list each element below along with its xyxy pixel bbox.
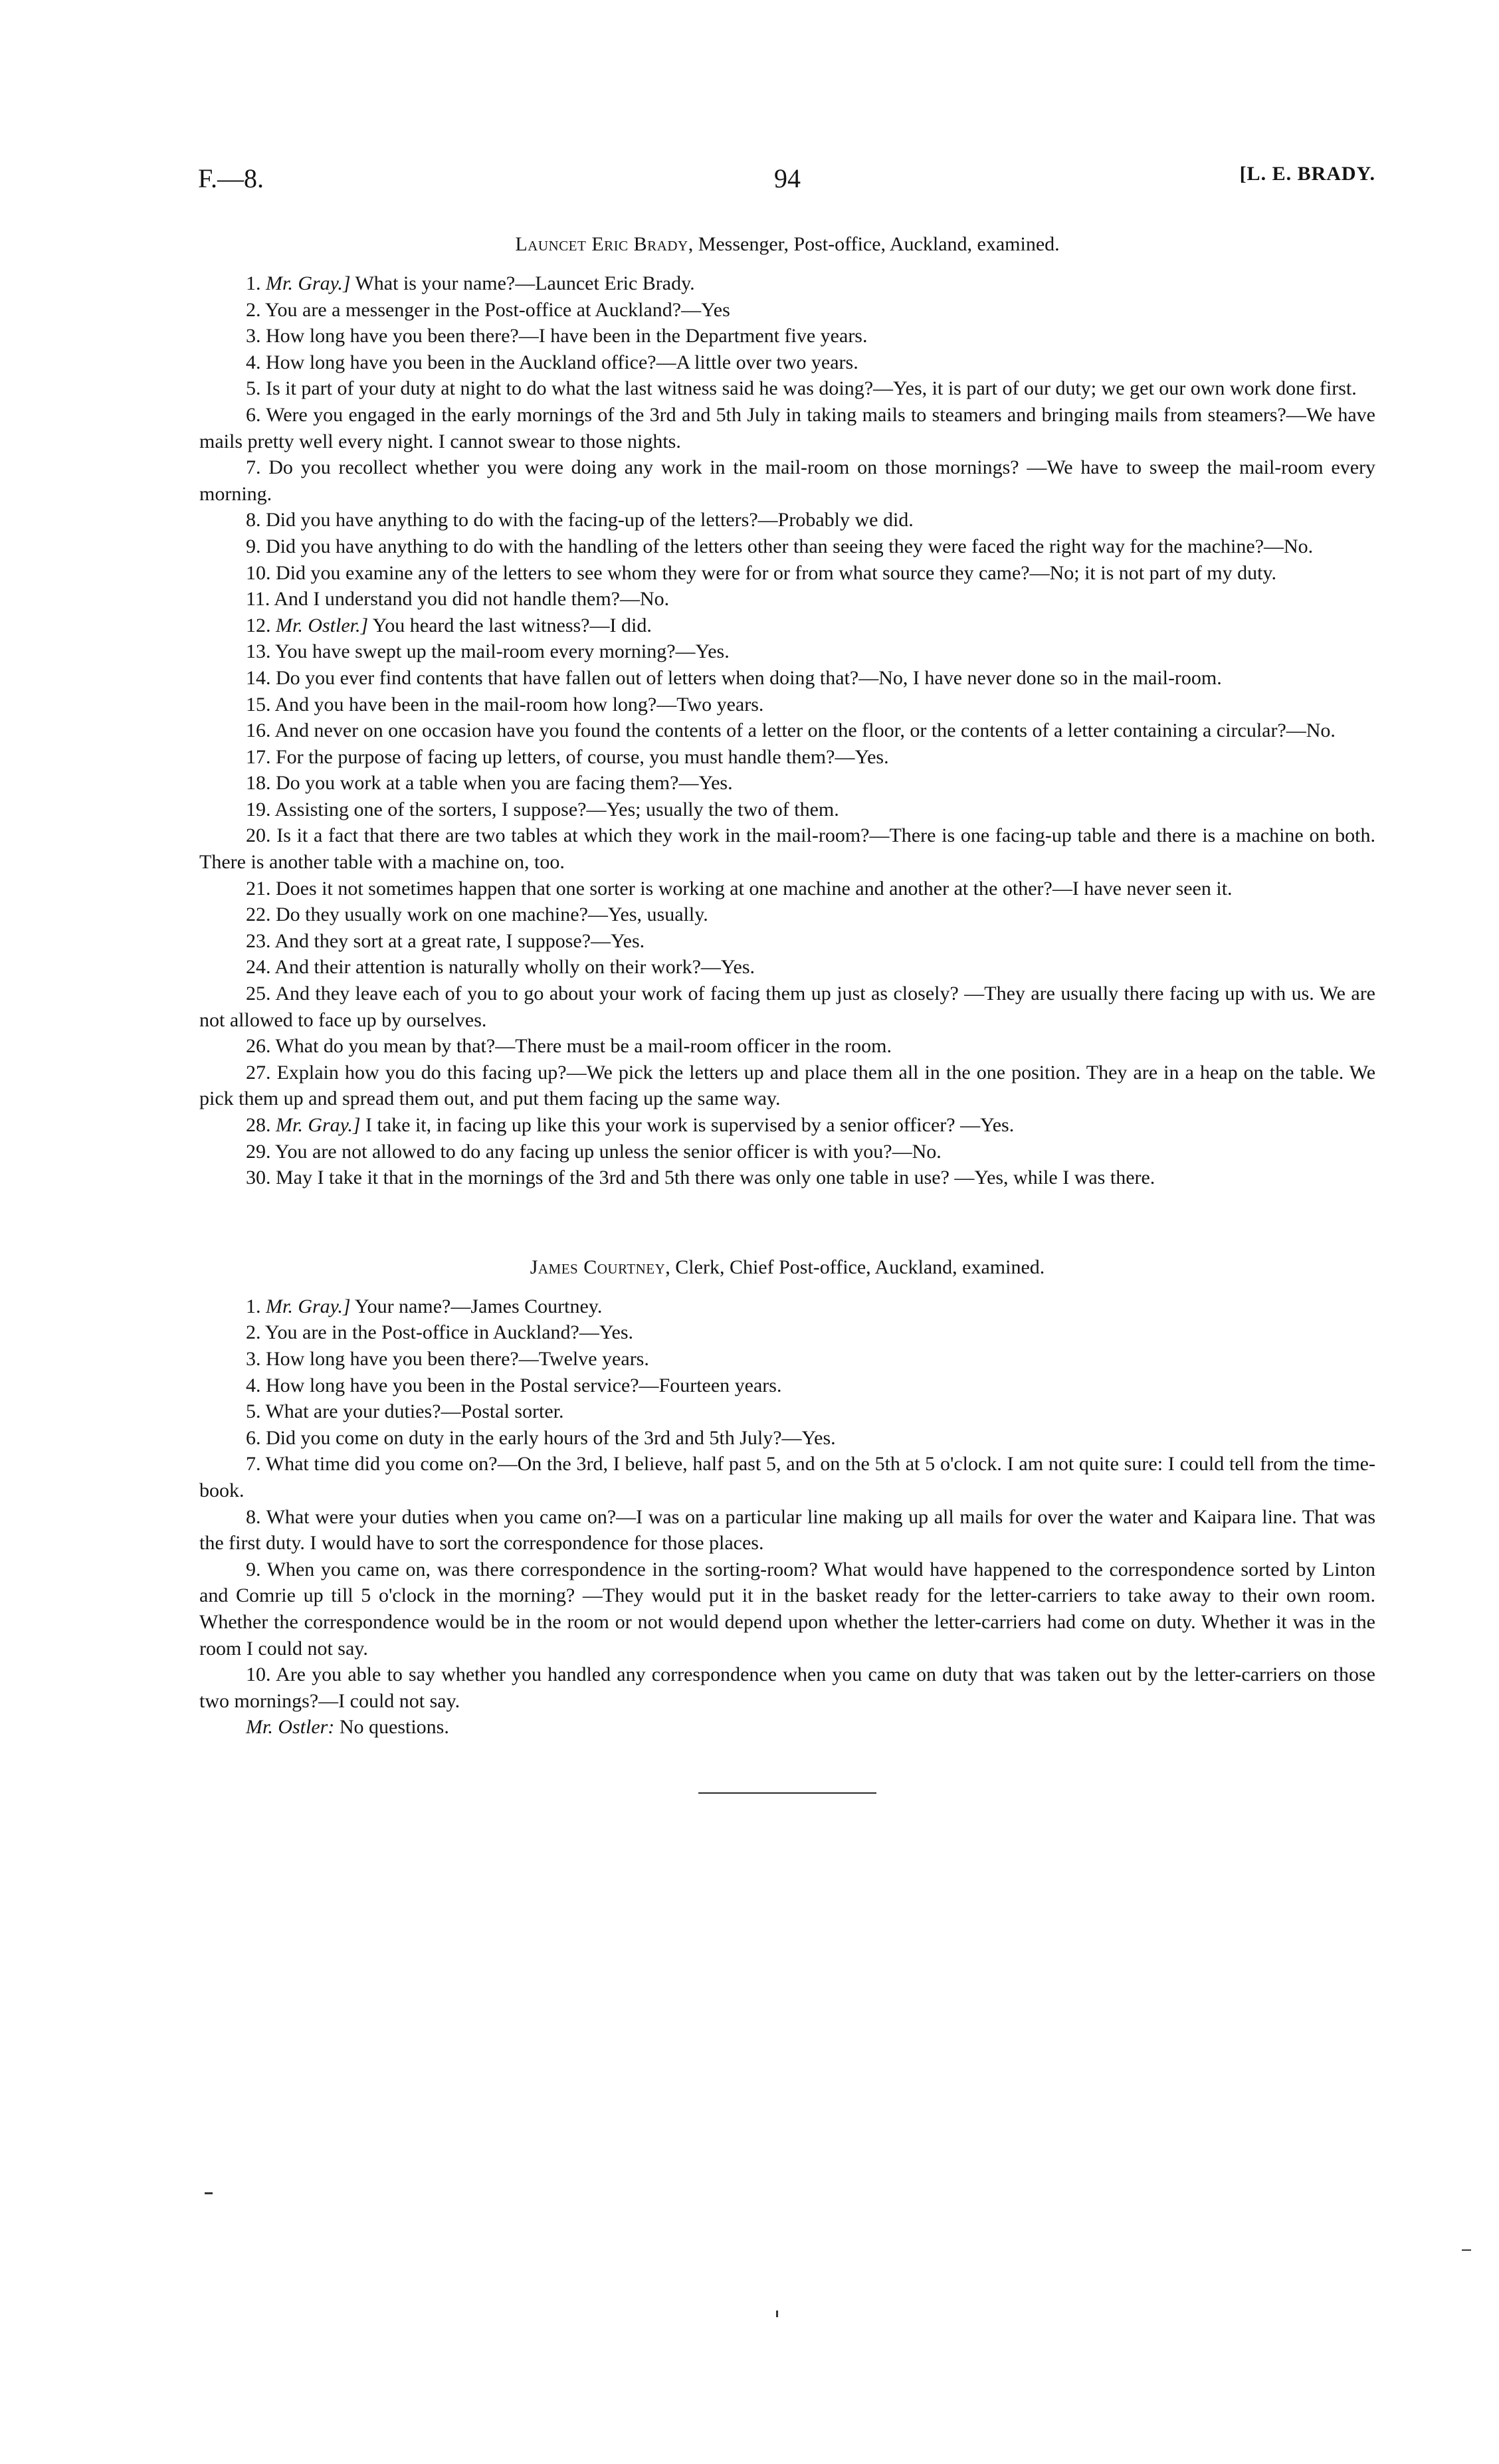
question-list [199,1293,1375,1715]
question-text: You are in the Post-office in Auckland?—Yes. [264,1321,634,1344]
question-text: Does it not sometimes happen that one sorter is working at one machine and another at the other?—I have never seen it. [276,877,1233,900]
question-number: 12. [246,614,271,636]
question-number: 2. [246,1321,261,1344]
question-answer [199,876,1375,902]
question-answer [199,770,1375,797]
question-number: 19. [246,798,271,820]
question-number: 7. [246,1453,261,1475]
question-answer [199,1557,1375,1661]
question-answer [199,1346,1375,1373]
question-number: 8. [246,1505,261,1528]
question-answer [199,1504,1375,1557]
question-answer [199,375,1375,402]
witness-name: Launcet Eric Brady [515,233,688,255]
question-text: Did you examine any of the letters to see whom they were for or from what source they came?—No; it is not part of my duty. [276,561,1276,584]
question-number: 9. [246,535,261,557]
question-text: How long have you been there?—Twelve years. [266,1347,649,1370]
question-text: May I take it that in the mornings of the 3rd and 5th there was only one table in use? —Yes, while I was there. [276,1167,1155,1189]
question-answer [199,507,1375,533]
page-header [199,163,1375,203]
question-answer [199,797,1375,823]
question-number: 1. [246,1295,261,1317]
question-text: How long have you been in the Auckland office?—A little over two years. [266,351,858,373]
question-answer [199,1451,1375,1503]
question-answer [199,533,1375,560]
speaker: Mr. Gray.] [276,1114,361,1136]
question-text: And they sort at a great rate, I suppose?—Yes. [274,929,645,952]
question-text: What is your name?—Launcet Eric Brady. [350,272,695,294]
question-answer [199,638,1375,665]
question-text: And I understand you did not handle them?—No. [274,588,670,611]
question-number: 26. [246,1035,271,1058]
question-answer [199,613,1375,639]
question-text: And never on one occasion have you found the contents of a letter on the floor, or the contents of a letter containing a circular?—No. [274,719,1336,742]
question-answer [199,454,1375,507]
witness-running-head: [L. E. BRADY. [1239,163,1375,185]
question-number: 15. [246,693,271,715]
question-number: 6. [246,403,261,426]
report-code: F.—8. [198,163,264,193]
closing-text: No questions. [334,1716,449,1739]
speaker: Mr. Gray.] [266,272,351,294]
question-number: 24. [246,956,271,979]
witness-section-brady [199,233,1375,1191]
question-number: 25. [246,983,271,1005]
print-speck [205,2192,213,2194]
question-answer [199,954,1375,981]
question-text: How long have you been in the Postal service?—Fourteen years. [266,1374,782,1396]
question-answer [199,928,1375,955]
question-answer [199,981,1375,1033]
question-text: Explain how you do this facing up?—We pick the letters up and place them all in the one position. They are in a heap on the table. We pick them up and spread them out, and put them facing up the same way. [199,1061,1376,1110]
question-answer [199,1661,1375,1714]
question-answer [199,717,1375,744]
question-text: Assisting one of the sorters, I suppose?—Yes; usually the two of them. [274,798,839,820]
question-answer [199,822,1375,875]
question-number: 7. [246,456,261,479]
question-number: 8. [246,509,261,531]
question-number: 17. [246,745,271,768]
question-number: 9. [246,1558,261,1580]
question-number: 27. [246,1061,271,1084]
witness-name: James Courtney [530,1256,666,1278]
question-text: Is it part of your duty at night to do what the last witness said he was doing?—Yes, it is part of our duty; we get our own work done first. [266,377,1357,400]
question-text: You heard the last witness?—I did. [368,614,652,636]
question-text: How long have you been there?—I have been in the Department five years. [266,325,868,347]
question-answer [199,1060,1375,1112]
closing-statement [199,1714,1375,1741]
question-text: Did you come on duty in the early hours of the 3rd and 5th July?—Yes. [266,1426,836,1449]
question-answer [199,744,1375,771]
question-text: What time did you come on?—On the 3rd, I believe, half past 5, and on the 5th at 5 o'clock. I am not quite sure: I could tell from the time-book. [199,1453,1375,1501]
question-number: 22. [246,903,271,926]
question-answer [199,297,1375,324]
question-text: What do you mean by that?—There must be a mail-room officer in the room. [275,1035,892,1058]
question-number: 14. [246,666,271,689]
question-number: 13. [246,640,271,663]
question-number: 18. [246,772,271,795]
question-text: Did you have anything to do with the handling of the letters other than seeing they were faced the right way for the machine?—No. [266,535,1314,557]
question-text: You are a messenger in the Post-office at Auckland?—Yes [264,298,730,321]
question-answer [199,692,1375,718]
question-number: 29. [246,1140,271,1163]
question-number: 5. [246,377,261,400]
question-text: I take it, in facing up like this your work is supervised by a senior officer? —Yes. [360,1114,1015,1136]
question-text: Is it a fact that there are two tables at which they work in the mail-room?—There is one facing-up table and there is a machine on both. There is another table with a machine on, too. [199,824,1376,874]
question-answer [199,349,1375,376]
question-text: Did you have anything to do with the facing-up of the letters?—Probably we did. [266,509,914,531]
question-list [199,270,1375,1191]
question-text: What were your duties when you came on?—I was on a particular line making up all mails for over the water and Kaipara line. That was the first duty. I would have to sort the correspondence for those places. [199,1505,1375,1555]
print-speck [776,2311,778,2317]
question-number: 2. [246,298,261,321]
question-text: Do you work at a table when you are facing them?—Yes. [276,772,733,795]
question-number: 30. [246,1167,271,1189]
question-answer [199,586,1375,613]
question-text: Your name?—James Courtney. [350,1295,603,1317]
question-text: When you came on, was there correspondence in the sorting-room? What would have happened to the correspondence sorted by Linton and Comrie up till 5 o'clock in the morning? —They would put it in the basket ready for the letter-carriers to take away to their own room. Whether the correspondence would be in the room or not would depend upon whether the letter-carriers had come on duty. Whether it was in the room I could not say. [199,1558,1375,1659]
question-text: You are not allowed to do any facing up unless the senior officer is with you?—No. [274,1140,942,1163]
question-answer [199,1398,1375,1425]
section-heading [199,233,1375,256]
witness-section-courtney [199,1256,1375,1741]
speaker: Mr. Ostler.] [276,614,369,636]
question-answer [199,1165,1375,1191]
question-answer [199,560,1375,587]
question-answer [199,1373,1375,1399]
question-text: What are your duties?—Postal sorter. [265,1400,564,1423]
question-answer [199,1112,1375,1139]
document-page [199,163,1375,1794]
question-answer [199,1139,1375,1165]
question-number: 1. [246,272,261,294]
closing-speaker: Mr. Ostler: [246,1716,335,1739]
question-number: 10. [246,1663,271,1686]
speaker: Mr. Gray.] [266,1295,351,1317]
question-number: 23. [246,929,271,952]
question-text: Do you ever find contents that have fallen out of letters when doing that?—No, I have never done so in the mail-room. [276,666,1222,689]
section-heading [199,1256,1375,1279]
question-answer [199,665,1375,692]
question-number: 5. [246,1400,261,1423]
question-number: 4. [246,351,261,373]
question-answer [199,901,1375,928]
question-number: 20. [246,824,271,847]
question-text: For the purpose of facing up letters, of course, you must handle them?—Yes. [276,745,889,768]
question-text: Were you engaged in the early mornings of the 3rd and 5th July in taking mails to steamers and bringing mails from steamers?—We have mails pretty well every night. I cannot swear to those nights. [199,403,1375,452]
question-answer [199,1319,1375,1346]
question-text: Do you recollect whether you were doing any work in the mail-room on those mornings? —We have to sweep the mail-room every morning. [199,456,1375,505]
question-answer [199,1425,1375,1452]
page-number: 94 [774,163,801,193]
question-text: And you have been in the mail-room how long?—Two years. [274,693,764,715]
question-number: 28. [246,1114,271,1136]
end-rule [698,1792,876,1794]
question-answer [199,323,1375,349]
question-number: 10. [246,561,271,584]
question-text: And their attention is naturally wholly on their work?—Yes. [274,956,755,979]
question-answer [199,1033,1375,1060]
question-number: 4. [246,1374,261,1396]
question-number: 3. [246,325,261,347]
question-number: 11. [246,588,270,611]
question-number: 16. [246,719,271,742]
question-text: Do they usually work on one machine?—Yes, usually. [276,903,708,926]
question-answer [199,402,1375,454]
question-text: You have swept up the mail-room every morning?—Yes. [274,640,730,663]
question-answer [199,270,1375,297]
question-text: Are you able to say whether you handled any correspondence when you came on duty that was taken out by the letter-carriers on those two mornings?—I could not say. [199,1663,1375,1712]
witness-description: , Messenger, Post-office, Auckland, examined. [688,233,1060,255]
witness-description: , Clerk, Chief Post-office, Auckland, examined. [665,1256,1045,1278]
question-number: 3. [246,1347,261,1370]
question-answer [199,1293,1375,1320]
question-number: 21. [246,877,271,900]
question-number: 6. [246,1426,261,1449]
print-speck [1462,2249,1471,2251]
question-text: And they leave each of you to go about your work of facing them up just as closely? —They are usually there facing up with us. We are not allowed to face up by ourselves. [199,983,1375,1031]
